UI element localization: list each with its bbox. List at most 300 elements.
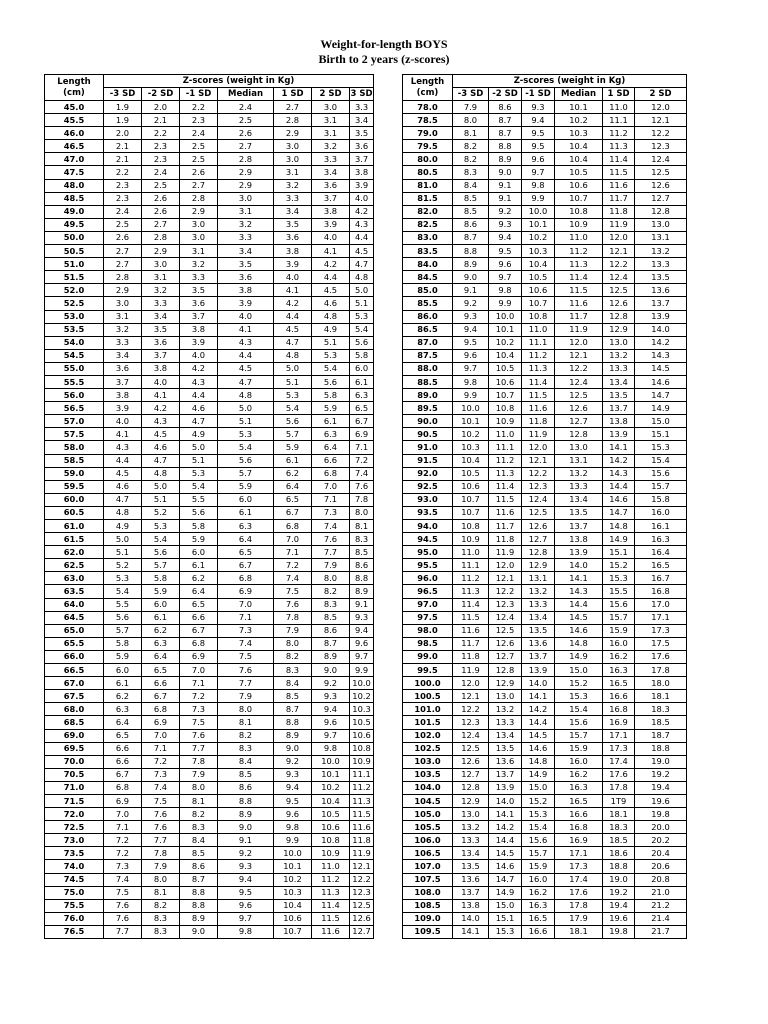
zscore-cell: 2.9 [218, 179, 274, 192]
zscore-cell: 7.1 [312, 493, 350, 506]
zscore-cell: 12.0 [635, 101, 687, 114]
zscore-cell: 7.3 [180, 703, 218, 716]
zscore-cell: 7.3 [312, 506, 350, 519]
table-row [403, 677, 687, 690]
length-cell: 63.0 [45, 572, 104, 585]
zscore-cell: 8.6 [453, 218, 489, 231]
length-cell: 63.5 [45, 585, 104, 598]
zscore-cell: 15.0 [522, 781, 555, 794]
zscore-cell: 7.5 [180, 716, 218, 729]
zscore-cell: 9.2 [312, 677, 350, 690]
zscore-cell: 4.0 [274, 271, 312, 284]
zscore-cell: 3.0 [274, 140, 312, 153]
table-row [45, 729, 374, 742]
zscore-cell: 14.8 [555, 637, 603, 650]
zscores-header: Z-scores (weight in Kg) [453, 75, 687, 88]
zscore-cell: 14.5 [635, 362, 687, 375]
zscore-cell: 15.4 [635, 454, 687, 467]
zscore-cell: 14.8 [603, 520, 635, 533]
length-cell: 72.0 [45, 808, 104, 821]
zscore-cell: 15.0 [635, 415, 687, 428]
zscore-cell: 14.7 [489, 873, 522, 886]
length-cell: 97.0 [403, 598, 453, 611]
table-row [403, 245, 687, 258]
zscore-cell: 3.1 [104, 310, 142, 323]
zscore-cell: 9.8 [522, 179, 555, 192]
zscore-cell: 8.0 [142, 873, 180, 886]
zscore-cell: 11.1 [350, 768, 374, 781]
zscore-cell: 2.9 [218, 166, 274, 179]
length-header-label: Length [57, 76, 91, 87]
zscore-cell: 5.3 [142, 520, 180, 533]
zscore-cell: 6.2 [180, 572, 218, 585]
zscore-cell: 11.6 [603, 179, 635, 192]
zscore-cell: 11.0 [555, 231, 603, 244]
zscore-cell: 6.4 [180, 585, 218, 598]
zscore-cell: 2.5 [142, 179, 180, 192]
zscore-cell: 15.0 [555, 664, 603, 677]
zscore-cell: 9.5 [274, 794, 312, 807]
zscore-cell: 12.9 [522, 559, 555, 572]
zscore-cell: 2.7 [142, 218, 180, 231]
zscore-cell: 11.5 [555, 284, 603, 297]
zscore-cell: 12.2 [522, 467, 555, 480]
zscore-cell: 15.1 [635, 428, 687, 441]
zscore-cell: 2.7 [274, 101, 312, 114]
zscore-cell: 7.7 [312, 546, 350, 559]
length-cell: 89.0 [403, 389, 453, 402]
zscore-cell: 12.1 [350, 860, 374, 873]
table-row [45, 441, 374, 454]
zscore-cell: 2.8 [104, 271, 142, 284]
zscore-cell: 7.2 [104, 834, 142, 847]
zscore-cell: 12.2 [555, 362, 603, 375]
zscore-cell: 5.3 [274, 389, 312, 402]
zscore-cell: 9.2 [489, 205, 522, 218]
zscore-cell: 2.9 [274, 127, 312, 140]
length-cell: 103.0 [403, 755, 453, 768]
length-cell: 106.0 [403, 834, 453, 847]
zscore-cell: 14.0 [453, 912, 489, 925]
zscore-cell: 5.9 [180, 533, 218, 546]
zscore-cell: 12.5 [603, 284, 635, 297]
zscore-cell: 16.2 [522, 886, 555, 899]
table-row [403, 428, 687, 441]
zscore-cell: 9.3 [274, 768, 312, 781]
zscore-cell: 12.4 [635, 153, 687, 166]
zscore-cell: 5.0 [274, 362, 312, 375]
zscore-cell: 21.2 [635, 899, 687, 912]
length-cell: 67.5 [45, 690, 104, 703]
length-cell: 66.5 [45, 664, 104, 677]
zscore-cell: 6.8 [218, 572, 274, 585]
zscore-cell: 13.2 [603, 349, 635, 362]
zscore-cell: 4.4 [350, 231, 374, 244]
zscore-cell: 5.6 [218, 454, 274, 467]
zscore-cell: 7.9 [142, 860, 180, 873]
length-cell: 57.5 [45, 428, 104, 441]
table-row [403, 467, 687, 480]
zscore-cell: 5.1 [218, 415, 274, 428]
zscore-cell: 6.7 [274, 506, 312, 519]
zscore-cell: 9.7 [489, 271, 522, 284]
zscore-cell: 4.2 [180, 362, 218, 375]
length-cell: 71.5 [45, 794, 104, 807]
zscore-cell: 18.1 [603, 808, 635, 821]
zscore-cell: 12.6 [350, 912, 374, 925]
zscore-cell: 9.9 [453, 389, 489, 402]
zscore-cell: 10.6 [274, 912, 312, 925]
zscore-cell: 4.0 [350, 192, 374, 205]
zscore-cell: 16.1 [635, 520, 687, 533]
zscore-cell: 16.7 [635, 572, 687, 585]
length-cell: 54.5 [45, 349, 104, 362]
zscore-cell: 12.4 [489, 611, 522, 624]
zscore-cell: 8.7 [489, 127, 522, 140]
zscore-cell: 7.3 [218, 624, 274, 637]
zscore-cell: 11.2 [522, 349, 555, 362]
zscore-cell: 11.2 [312, 873, 350, 886]
zscore-cell: 7.4 [312, 520, 350, 533]
length-cell: 69.5 [45, 742, 104, 755]
zscore-cell: 3.8 [104, 389, 142, 402]
zscore-cell: 10.0 [312, 755, 350, 768]
zscore-cell: 14.5 [489, 847, 522, 860]
zscore-cell: 7.5 [274, 585, 312, 598]
zscore-cell: 11.0 [489, 428, 522, 441]
zscore-cell: 13.9 [522, 664, 555, 677]
table-row [403, 114, 687, 127]
zscore-cell: 3.8 [350, 166, 374, 179]
zscore-cell: 5.3 [104, 572, 142, 585]
zscore-cell: 4.3 [350, 218, 374, 231]
zscore-cell: 2.1 [104, 140, 142, 153]
zscore-cell: 7.8 [180, 755, 218, 768]
length-cell: 102.5 [403, 742, 453, 755]
zscore-cell: 4.7 [180, 415, 218, 428]
table-row [403, 415, 687, 428]
zscore-cell: 3.8 [218, 284, 274, 297]
zscore-cell: 11.6 [453, 624, 489, 637]
zscore-cell: 7.1 [142, 742, 180, 755]
zscore-cell: 2.3 [142, 140, 180, 153]
length-cell: 88.5 [403, 375, 453, 388]
zscore-cell: 13.5 [555, 506, 603, 519]
zscore-cell: 8.3 [312, 598, 350, 611]
zscore-cell: 4.3 [142, 415, 180, 428]
zscore-cell: 5.4 [274, 402, 312, 415]
length-cell: 56.0 [45, 389, 104, 402]
zscore-cell: 13.2 [522, 585, 555, 598]
zscore-cell: 14.2 [522, 703, 555, 716]
zscore-cell: 3.5 [274, 218, 312, 231]
zscore-cell: 11.3 [555, 258, 603, 271]
table-row [45, 520, 374, 533]
zscore-cell: 6.2 [274, 467, 312, 480]
length-cell: 64.0 [45, 598, 104, 611]
zscore-cell: 4.7 [350, 258, 374, 271]
length-cell: 105.5 [403, 821, 453, 834]
zscore-cell: 16.8 [635, 585, 687, 598]
zscore-cell: 8.9 [312, 650, 350, 663]
zscore-cell: 16.5 [555, 794, 603, 807]
zscore-cell: 17.6 [603, 768, 635, 781]
zscore-cell: 3.1 [218, 205, 274, 218]
zscore-cell: 13.7 [555, 520, 603, 533]
table-row [45, 127, 374, 140]
zscore-cell: 7.9 [312, 559, 350, 572]
zscore-cell: 7.6 [104, 899, 142, 912]
zscore-cell: 17.1 [635, 611, 687, 624]
length-cell: 68.0 [45, 703, 104, 716]
length-cell: 82.0 [403, 205, 453, 218]
zscore-cell: 5.0 [180, 441, 218, 454]
zscore-cell: 6.0 [350, 362, 374, 375]
length-cell: 91.5 [403, 454, 453, 467]
zscore-cell: 5.9 [104, 650, 142, 663]
zscore-cell: 5.6 [274, 415, 312, 428]
zscore-cell: 4.3 [218, 336, 274, 349]
zscore-cell: 13.0 [489, 690, 522, 703]
zscore-cell: 10.8 [555, 205, 603, 218]
length-cell: 90.0 [403, 415, 453, 428]
table-row [403, 742, 687, 755]
zscore-cell: 9.1 [489, 179, 522, 192]
zscore-cell: 3.8 [274, 245, 312, 258]
zscore-cell: 13.3 [603, 362, 635, 375]
zscore-cell: 16.8 [555, 821, 603, 834]
length-cell: 48.5 [45, 192, 104, 205]
zscore-cell: 3.9 [104, 402, 142, 415]
zscore-cell: 15.6 [603, 598, 635, 611]
zscore-cell: 19.2 [635, 768, 687, 781]
zscore-cell: 6.0 [104, 664, 142, 677]
table-row [403, 808, 687, 821]
zscore-cell: 17.3 [635, 624, 687, 637]
zscore-cell: 14.5 [555, 611, 603, 624]
zscore-cell: 15.1 [603, 546, 635, 559]
zscore-cell: 15.4 [555, 703, 603, 716]
zscore-cell: 13.3 [489, 716, 522, 729]
zscore-cell: 17.8 [635, 664, 687, 677]
zscore-cell: 20.8 [635, 873, 687, 886]
zscore-cell: 13.3 [453, 834, 489, 847]
zscore-cell: 15.3 [603, 572, 635, 585]
zscore-cell: 8.9 [453, 258, 489, 271]
zscore-cell: 4.6 [312, 297, 350, 310]
zscore-cell: 18.8 [635, 742, 687, 755]
zscore-cell: 7.9 [218, 690, 274, 703]
zscore-cell: 14.0 [522, 677, 555, 690]
zscore-cell: 8.8 [218, 794, 274, 807]
zscore-cell: 14.6 [555, 624, 603, 637]
length-cell: 72.5 [45, 821, 104, 834]
length-cell: 76.0 [45, 912, 104, 925]
length-cell: 67.0 [45, 677, 104, 690]
length-cell: 92.5 [403, 480, 453, 493]
length-cell: 108.5 [403, 899, 453, 912]
zscore-cell: 15.2 [603, 559, 635, 572]
zscore-cell: 8.1 [180, 794, 218, 807]
zscore-cell: 11.4 [489, 480, 522, 493]
zscore-cell: 11.1 [603, 114, 635, 127]
length-cell: 98.5 [403, 637, 453, 650]
zscore-cell: 3.8 [142, 362, 180, 375]
zscore-cell: 5.8 [142, 572, 180, 585]
zscore-cell: 3.4 [218, 245, 274, 258]
length-cell: 74.0 [45, 860, 104, 873]
zscore-cell: 14.8 [522, 755, 555, 768]
length-cell: 94.5 [403, 533, 453, 546]
zscore-cell: 7.0 [142, 729, 180, 742]
zscore-cell: 9.7 [522, 166, 555, 179]
zscore-cell: 8.7 [312, 637, 350, 650]
zscore-cell: 4.6 [142, 441, 180, 454]
zscore-cell: 12.3 [489, 598, 522, 611]
zscore-cell: 14.7 [603, 506, 635, 519]
zscore-cell: 10.9 [489, 415, 522, 428]
zscore-cell: 5.1 [104, 546, 142, 559]
zscore-cell: 14.1 [489, 808, 522, 821]
zscore-cell: 16.5 [603, 677, 635, 690]
zscore-cell: 10.8 [489, 402, 522, 415]
zscore-cell: 2.9 [180, 205, 218, 218]
zscore-cell: 6.7 [218, 559, 274, 572]
zscore-cell: 14.3 [603, 467, 635, 480]
zscore-cell: 13.1 [635, 231, 687, 244]
zscore-cell: 3.5 [350, 127, 374, 140]
table-row [403, 218, 687, 231]
zscore-cell: 8.5 [312, 611, 350, 624]
zscore-cell: 12.3 [522, 480, 555, 493]
table-row [45, 886, 374, 899]
zscore-cell: 12.7 [489, 650, 522, 663]
zscore-cell: 15.7 [555, 729, 603, 742]
zscore-cell: 12.8 [555, 428, 603, 441]
table-row [403, 781, 687, 794]
zscore-cell: 11.2 [489, 454, 522, 467]
zscore-cell: 3.4 [142, 310, 180, 323]
zscore-cell: 7.4 [142, 781, 180, 794]
length-cell: 82.5 [403, 218, 453, 231]
length-cell: 95.0 [403, 546, 453, 559]
table-row [45, 899, 374, 912]
zscore-cell: 11.8 [522, 415, 555, 428]
zscore-cell: 17.1 [555, 847, 603, 860]
table-row [403, 585, 687, 598]
zscore-cell: 12.0 [555, 336, 603, 349]
zscore-cell: 16.0 [635, 506, 687, 519]
length-cell: 86.5 [403, 323, 453, 336]
zscore-cell: 5.7 [274, 428, 312, 441]
zscore-cell: 11.2 [453, 572, 489, 585]
zscore-cell: 6.0 [142, 598, 180, 611]
zscore-cell: 4.5 [104, 467, 142, 480]
table-row [403, 794, 687, 807]
length-cell: 109.0 [403, 912, 453, 925]
zscore-cell: 2.8 [180, 192, 218, 205]
zscore-cell: 2.1 [142, 114, 180, 127]
zscore-cell: 8.2 [453, 153, 489, 166]
table-row [45, 585, 374, 598]
zscore-cell: 8.2 [142, 899, 180, 912]
length-cell: 109.5 [403, 925, 453, 938]
zscore-cell: 2.3 [180, 114, 218, 127]
zscore-cell: 8.7 [453, 231, 489, 244]
table-row [45, 768, 374, 781]
zscore-cell: 9.8 [312, 742, 350, 755]
zscore-cell: 3.2 [142, 284, 180, 297]
col-header-neg3sd: -3 SD [104, 88, 142, 101]
zscore-cell: 12.3 [635, 140, 687, 153]
zscore-cell: 14.4 [555, 598, 603, 611]
zscore-cell: 9.6 [218, 899, 274, 912]
zscore-cell: 16.9 [555, 834, 603, 847]
zscore-cell: 7.1 [274, 546, 312, 559]
zscore-cell: 4.9 [180, 428, 218, 441]
zscore-cell: 3.4 [312, 166, 350, 179]
table-row [45, 873, 374, 886]
zscore-cell: 4.4 [218, 349, 274, 362]
zscore-cell: 19.4 [635, 781, 687, 794]
zscore-cell: 18.3 [635, 703, 687, 716]
table-row [45, 218, 374, 231]
zscore-cell: 16.4 [635, 546, 687, 559]
zscore-cell: 9.6 [489, 258, 522, 271]
zscore-cell: 2.8 [218, 153, 274, 166]
zscore-cell: 12.0 [453, 677, 489, 690]
zscore-cell: 9.4 [489, 231, 522, 244]
zscore-cell: 14.1 [522, 690, 555, 703]
zscore-cell: 7.7 [104, 925, 142, 938]
zscore-cell: 2.9 [142, 245, 180, 258]
right-table-body [403, 101, 687, 939]
zscore-cell: 12.7 [453, 768, 489, 781]
zscore-cell: 12.7 [635, 192, 687, 205]
zscore-cell: 14.3 [635, 349, 687, 362]
zscore-cell: 4.0 [312, 231, 350, 244]
zscore-cell: 2.8 [142, 231, 180, 244]
zscore-cell: 21.4 [635, 912, 687, 925]
zscore-cell: 10.1 [489, 323, 522, 336]
length-cell: 75.5 [45, 899, 104, 912]
zscore-cell: 7.3 [142, 768, 180, 781]
length-cell: 90.5 [403, 428, 453, 441]
length-cell: 92.0 [403, 467, 453, 480]
zscore-cell: 4.7 [274, 336, 312, 349]
length-header-label: Length [410, 76, 445, 87]
zscore-cell: 10.9 [350, 755, 374, 768]
col-header-1sd: 1 SD [603, 88, 635, 101]
table-row [45, 794, 374, 807]
zscore-cell: 2.7 [104, 258, 142, 271]
zscore-cell: 8.8 [180, 899, 218, 912]
zscore-cell: 13.5 [635, 271, 687, 284]
zscore-cell: 4.0 [180, 349, 218, 362]
length-header [45, 75, 104, 101]
zscore-cell: 4.4 [104, 454, 142, 467]
length-cell: 55.5 [45, 375, 104, 388]
zscore-cell: 4.1 [104, 428, 142, 441]
zscore-cell: 5.1 [312, 336, 350, 349]
table-row [403, 886, 687, 899]
zscore-cell: 4.7 [104, 493, 142, 506]
table-row [403, 480, 687, 493]
zscore-cell: 12.1 [555, 349, 603, 362]
table-row [45, 389, 374, 402]
zscore-cell: 8.9 [180, 912, 218, 925]
zscore-cell: 13.6 [453, 873, 489, 886]
